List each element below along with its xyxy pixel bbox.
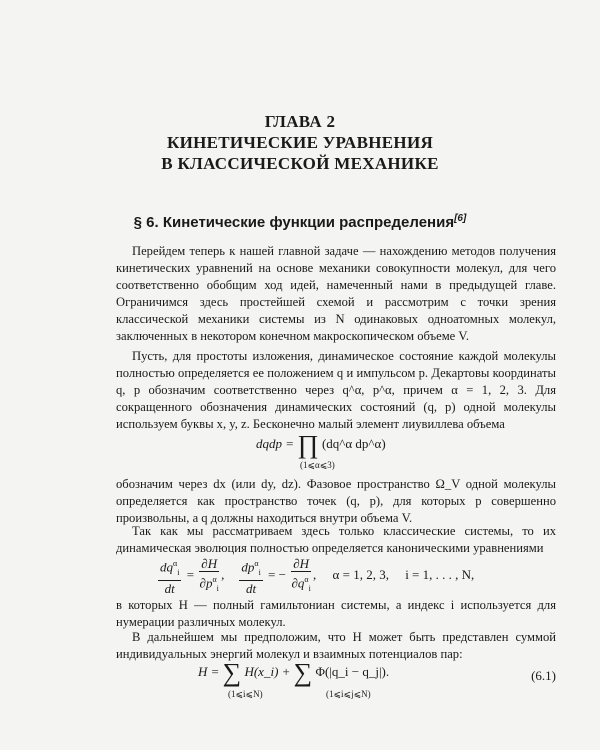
product-symbol: ∏: [297, 430, 319, 459]
sum-range-2: (1⩽i⩽j⩽N): [326, 689, 371, 699]
equation-pair-term: Φ(|q_i − q_j|).: [315, 663, 390, 679]
equation-product-term: (dq^α dp^α): [321, 435, 386, 451]
equation-number: (6.1): [531, 668, 556, 683]
equation-single-term: H(x_i) +: [244, 663, 291, 679]
section-reference: [6]: [454, 213, 467, 224]
equation-hamilton: $\frac{dq^\alpha_i}{dt}$ = $\frac{\partial H}{\partial p^\alpha_i}$ , $\frac{dp^\alpha_i}{dt}$ = − $\frac{\partial H}{\partial q^\alpha_i}$ , α = 1, 2, 3, i = 1, . . . , N,: [160, 556, 475, 596]
section-heading: [0, 213, 600, 231]
paragraph-hamiltonian: в которых H — полный гамильтониан системы, а индекс i используется для нумерации различных молекул.: [116, 598, 556, 629]
fraction-dH-dp: $\frac{\partial H}{\partial p^\alpha_i}$: [199, 556, 219, 593]
fraction-dq-dt: $\frac{dq^\alpha_i}{dt}$: [158, 556, 181, 596]
paragraph-phase-space: обозначим через dx (или dy, dz). Фазовое пространство Ω_V одной молекулы определяется как пространство точек (q, p), для которых p совершенно произвольны, а q должны находиться внутри объема V.: [116, 477, 556, 525]
paragraph-canonical: Так как мы рассматриваем здесь только классические системы, то их динамическая эволюция полностью определяется каноническими уравнениями: [116, 524, 556, 555]
chapter-title-line1: КИНЕТИЧЕСКИЕ УРАВНЕНИЯ: [166, 133, 434, 152]
fraction-dp-dt: $\frac{dp^\alpha_i}{dt}$: [239, 556, 262, 596]
section-title: § 6. Кинетические функции распределения: [133, 214, 455, 231]
sum-symbol-2: ∑: [293, 658, 313, 687]
product-range: (1⩽α⩽3): [300, 460, 335, 470]
paragraph-interaction: В дальнейшем мы предположим, что H может быть представлен суммой индивидуальных энергий молекул и взаимных потенциалов пар:: [116, 630, 556, 661]
chapter-label: ГЛАВА 2: [264, 112, 336, 131]
equation-lhs: dqdp =: [256, 435, 295, 451]
paragraph-intro: Перейдем теперь к нашей главной задаче — нахождению методов получения кинетических уравнений на основе механики совокупности молекул, для чего соответственно обобщим ход идей, намеченный нами в предыдущей главе. Ограничимся здесь простейшей схемой и рассмотрим с точки зрения классической механики системы из N одинаковых одноатомных молекул, заключенных в некотором конечном макроскопическом объеме V.: [116, 244, 556, 343]
chapter-title-line2: В КЛАССИЧЕСКОЙ МЕХАНИКЕ: [161, 154, 439, 173]
equation-index-range: α = 1, 2, 3, i = 1, . . . , N,: [332, 566, 475, 582]
sum-range-1: (1⩽i⩽N): [228, 689, 263, 699]
sum-symbol-1: ∑: [222, 658, 242, 687]
equation-hamiltonian-lhs: H =: [198, 663, 220, 679]
paragraph-dynamic-state: Пусть, для простоты изложения, динамическое состояние каждой молекулы полностью определяется ее положением q и импульсом p. Декартовы координаты q, p обозначим соответственно через q^α, p^α, причем α = 1, 2, 3. Для сокращенного обозначения динамических состояний (q, p) одной молекулы используем буквы x, y, z. Бесконечно малый элемент лиувиллева объема: [116, 349, 556, 431]
equation-6-1: [198, 660, 389, 686]
equation-liouville-volume: [256, 432, 386, 458]
fraction-dH-dq: $\frac{\partial H}{\partial q^\alpha_i}$: [291, 556, 311, 593]
